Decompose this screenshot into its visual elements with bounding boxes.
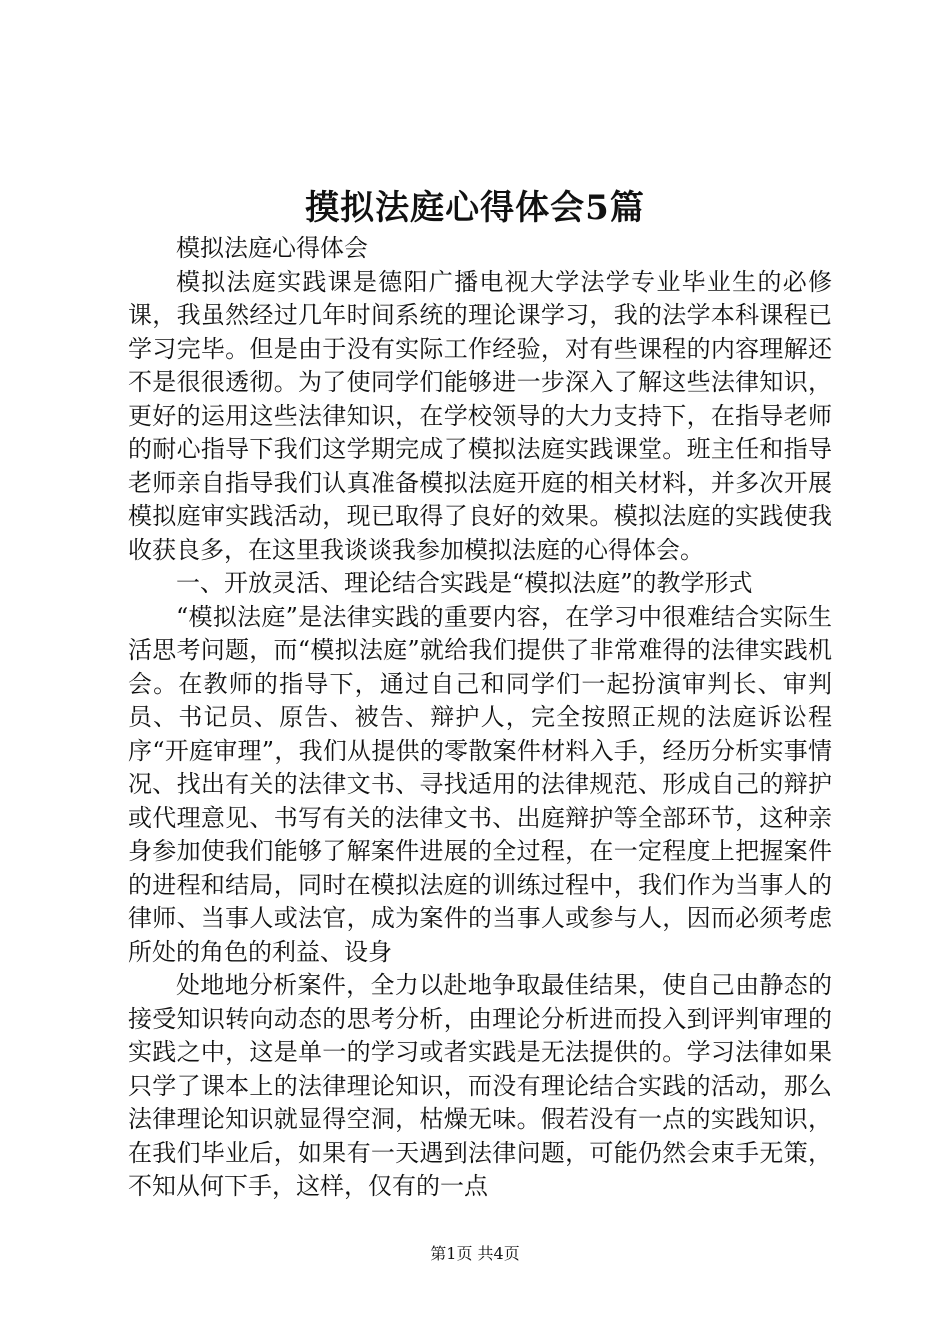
paragraph-intro: 模拟法庭实践课是德阳广播电视大学法学专业毕业生的必修课，我虽然经过几年时间系统的理论课学习，我的法学本科课程已学习完毕。但是由于没有实际工作经验，对有些课程的内容理解还不是很很透彻。为了使同学们能够进一步深入了解这些法律知识，更好的运用这些法律知识，在学校领导的大力支持下，在指导老师的耐心指导下我们这学期完成了模拟法庭实践课堂。班主任和指导老师亲自指导我们认真准备模拟法庭开庭的相关材料，并多次开展模拟庭审实践活动，现已取得了良好的效果。模拟法庭的实践使我收获良多，在这里我谈谈我参加模拟法庭的心得体会。 <box>128 267 832 564</box>
document-title: 摸拟法庭心得体会5篇 <box>305 188 645 228</box>
subheading-one: 一、开放灵活、理论结合实践是“模拟法庭”的教学形式 <box>176 569 753 597</box>
paragraph-moot-court: “模拟法庭”是法律实践的重要内容，在学习中很难结合实际生活思考问题，而“模拟法庭”就给我们提供了非常难得的法律实践机会。在教师的指导下，通过自己和同学们一起扮演审判长、审判员、书记员、原告、被告、辩护人，完全按照正规的法庭诉讼程序“开庭审理”，我们从提供的零散案件材料入手，经历分析实事情况、找出有关的法律文书、寻找适用的法律规范、形成自己的辩护或代理意见、书写有关的法律文书、出庭辩护等全部环节，这种亲身参加使我们能够了解案件进展的全过程，在一定程度上把握案件的进程和结局，同时在模拟法庭的训练过程中，我们作为当事人的律师、当事人或法官，成为案件的当事人或参与人，因而必须考虑所处的角色的利益、设身 <box>128 602 832 966</box>
paragraph-analysis: 处地地分析案件，全力以赴地争取最佳结果，使自己由静态的接受知识转向动态的思考分析，由理论分析进而投入到评判审理的实践之中，这是单一的学习或者实践是无法提供的。学习法律如果只学了课本上的法律理论知识，而没有理论结合实践的活动，那么法律理论知识就显得空洞，枯燥无味。假若没有一点的实践知识，在我们毕业后，如果有一天遇到法律问题，可能仍然会束手无策，不知从何下手，这样，仅有的一点 <box>128 971 832 1200</box>
page-number: 第1页 共4页 <box>430 1244 520 1263</box>
document-body <box>128 232 832 1204</box>
section-heading: 模拟法庭心得体会 <box>176 234 368 262</box>
